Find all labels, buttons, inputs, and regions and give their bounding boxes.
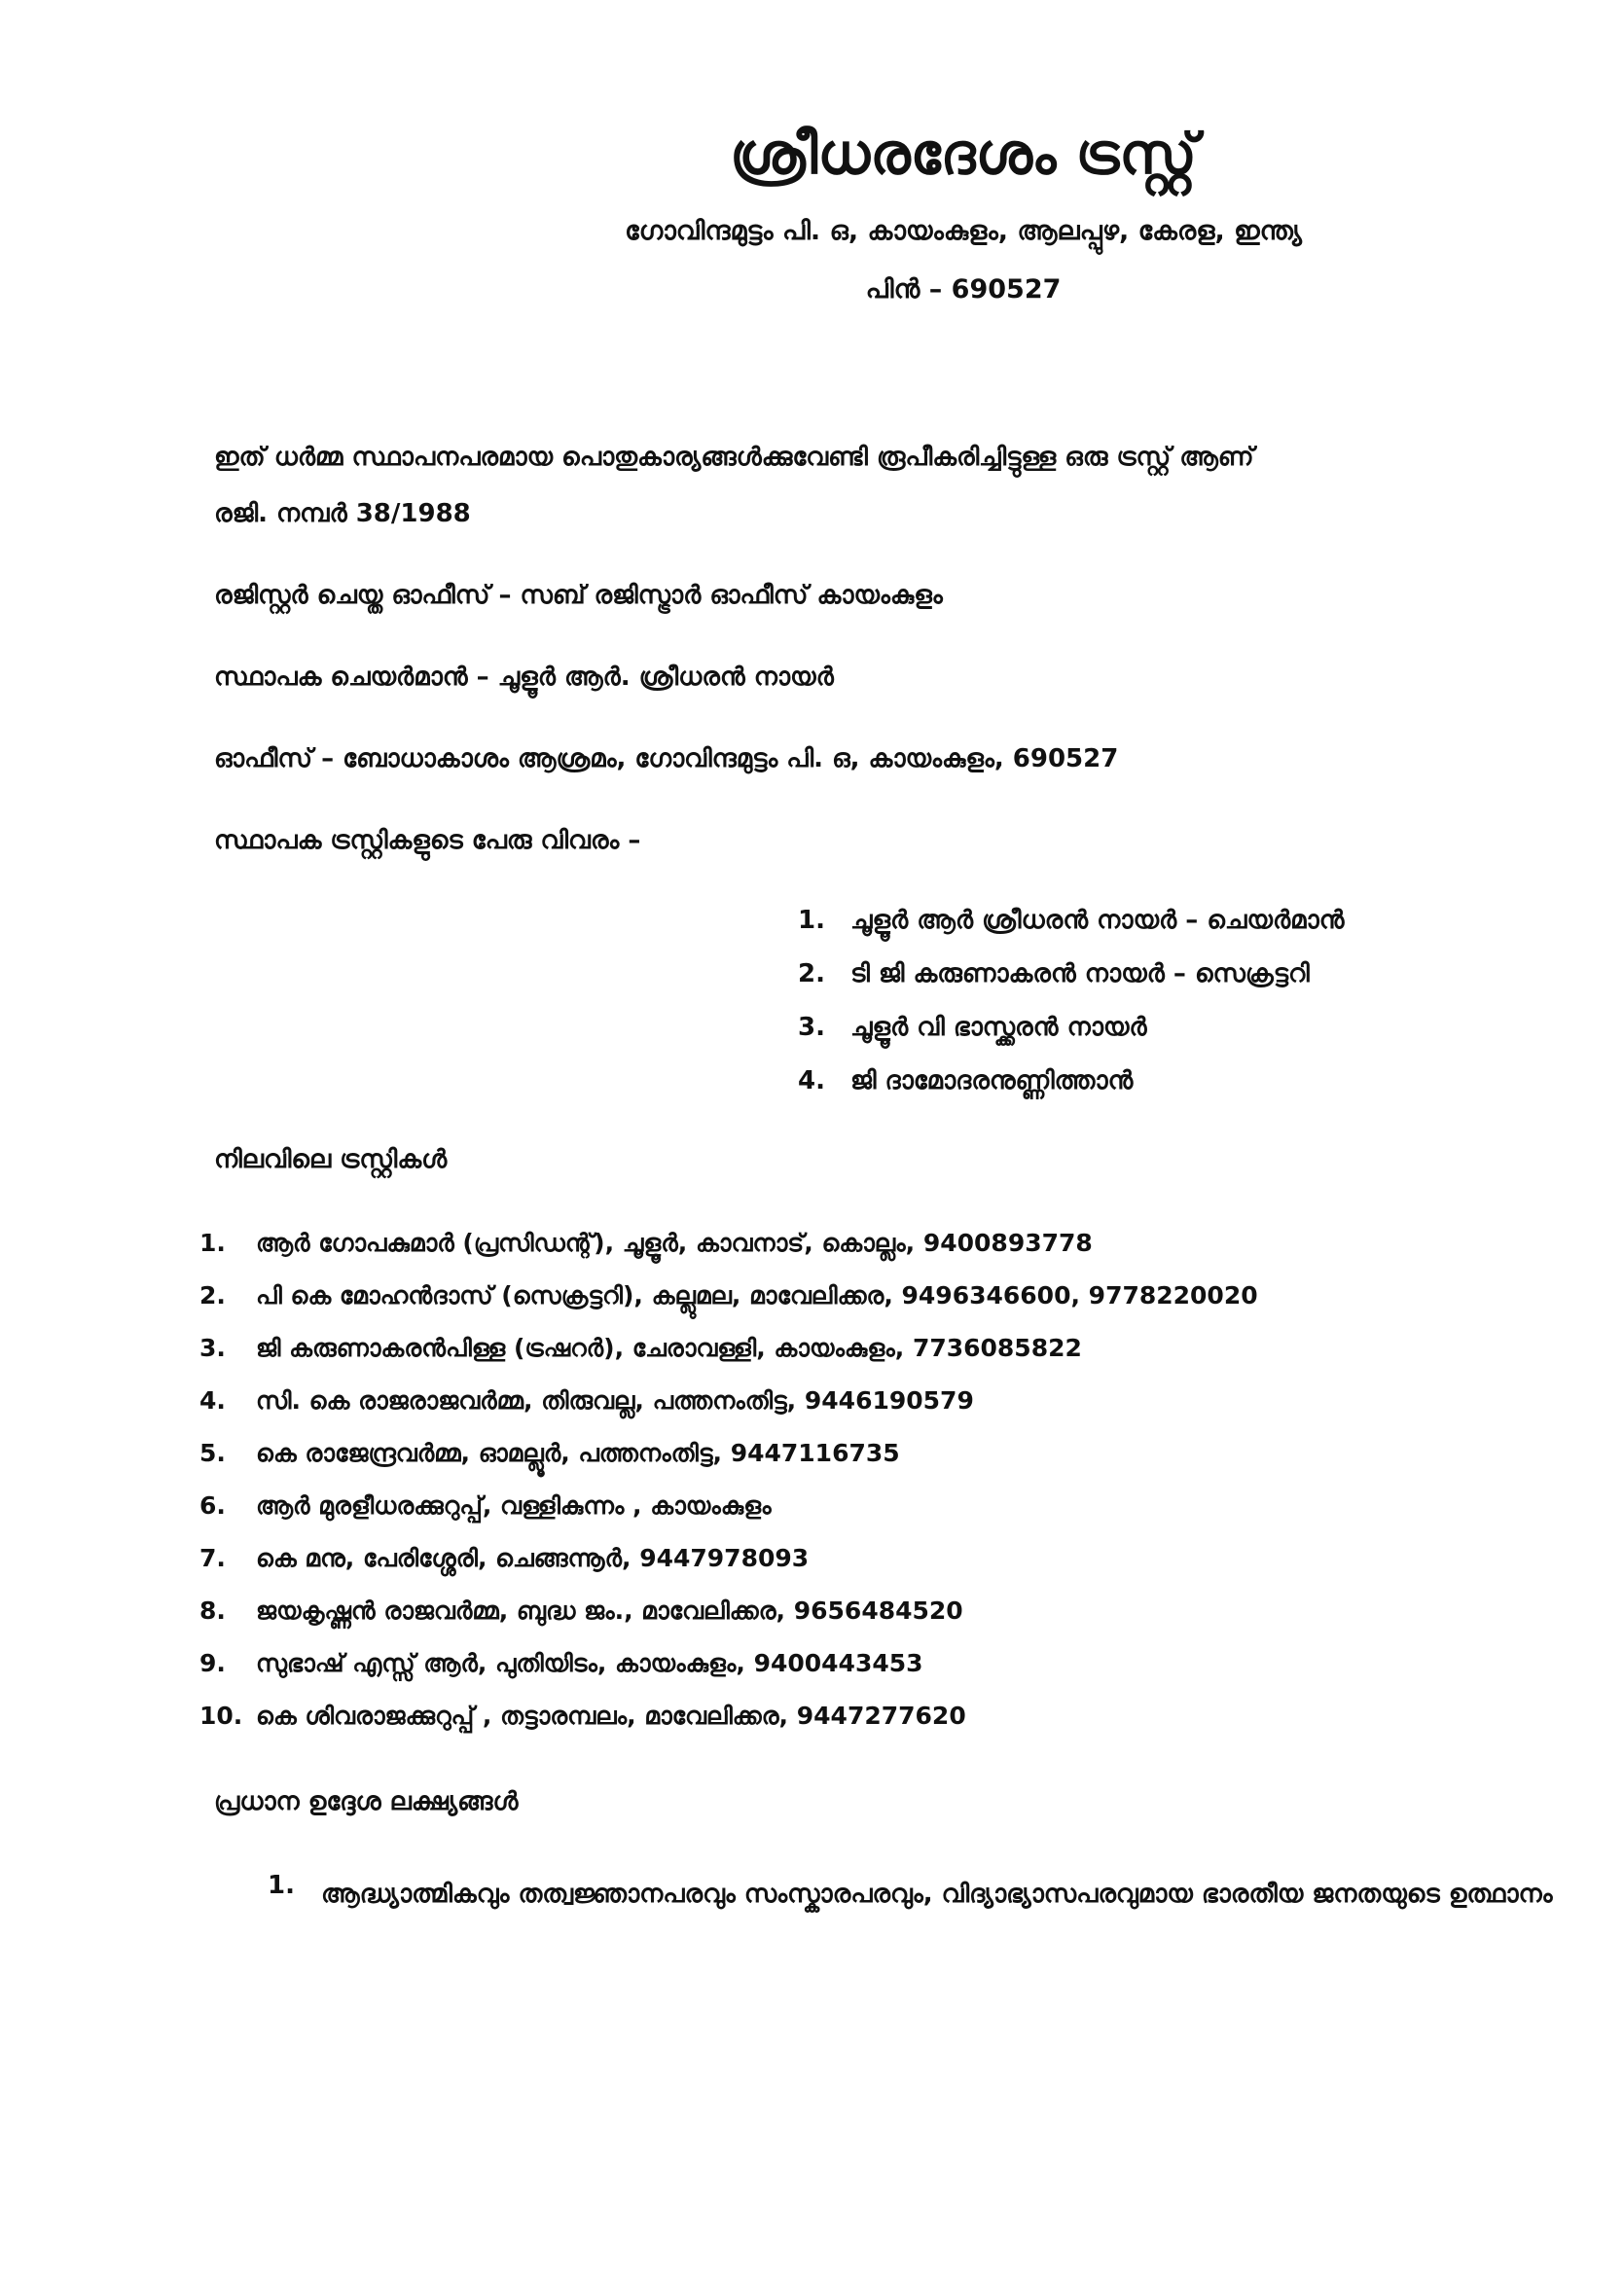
registration-number: രജി. നമ്പർ 38/1988 — [214, 499, 471, 528]
document-title: ശ്രീധരദേശം ട്രസ്റ്റ് — [730, 121, 1197, 187]
current-trustees-heading: നിലവിലെ ട്രസ്റ്റികൾ — [214, 1145, 448, 1174]
trustee-entry: ആർ ഗോപകുമാർ (പ്രസിഡന്റ്), ചൂളൂർ, കാവനാട്, കൊല്ലം, 9400893778 — [256, 1229, 1093, 1257]
trust-description: ഇത് ധർമ്മ സ്ഥാപനപരമായ പൊതുകാര്യങ്ങൾക്കുവേണ്ടി രൂപീകരിച്ചിട്ടുള്ള ഒരു ട്രസ്റ്റ് ആണ് — [214, 443, 1254, 472]
objective-number: 1. — [268, 1871, 295, 1900]
founder-name: ജി ദാമോദരനുണ്ണിത്താൻ — [850, 1066, 1134, 1095]
list-number: 3. — [798, 1013, 825, 1042]
list-item — [199, 1539, 1258, 1592]
trustee-entry: കെ മനു, പേരിശ്ശേരി, ചെങ്ങന്നൂർ, 9447978093 — [256, 1544, 810, 1572]
list-number: 5. — [199, 1439, 226, 1467]
trustee-entry: കെ ശിവരാജക്കുറുപ്പ് , തട്ടാരമ്പലം, മാവേലിക്കര, 9447277620 — [256, 1702, 966, 1730]
list-item — [199, 1487, 1258, 1539]
office-address: ഓഫീസ് – ബോധാകാശം ആശ്രമം, ഗോവിന്ദമുട്ടം പി. ഒ, കായംകുളം, 690527 — [214, 744, 1119, 773]
list-item — [199, 1329, 1258, 1381]
founder-name: ചൂളൂർ വി ഭാസ്ക്കരൻ നായർ — [850, 1013, 1147, 1042]
registered-office: രജിസ്റ്റർ ചെയ്ത ഓഫീസ് – സബ് രജിസ്ട്രാർ ഓഫീസ് കായംകുളം — [214, 581, 943, 610]
founder-trustees-list — [798, 901, 1345, 1115]
list-item — [798, 1061, 1345, 1115]
trustee-entry: പി കെ മോഹൻദാസ് (സെക്രട്ടറി), കല്ലുമല, മാവേലിക്കര, 9496346600, 9778220020 — [256, 1281, 1258, 1309]
list-number: 2. — [199, 1281, 226, 1309]
founders-heading: സ്ഥാപക ട്രസ്റ്റികളുടെ പേരു വിവരം – — [214, 826, 641, 855]
list-number: 4. — [199, 1386, 226, 1415]
list-number: 7. — [199, 1544, 226, 1572]
trustee-entry: സുഭാഷ് എസ്സ് ആർ, പുതിയിടം, കായംകുളം, 9400443453 — [256, 1649, 923, 1677]
list-item — [199, 1224, 1258, 1276]
current-trustees-list — [199, 1224, 1258, 1749]
objectives-heading: പ്രധാന ഉദ്ദേശ ലക്ഷ്യങ്ങൾ — [214, 1787, 519, 1816]
list-number: 1. — [199, 1229, 226, 1257]
list-item — [199, 1697, 1258, 1749]
list-item — [798, 1008, 1345, 1061]
founder-name: ടി ജി കരുണാകരൻ നായർ – സെക്രട്ടറി — [850, 959, 1310, 988]
trustee-entry: ജി കരുണാകരൻപിള്ള (ട്രഷറർ), ചേരാവള്ളി, കായംകുളം, 7736085822 — [256, 1334, 1082, 1362]
list-number: 10. — [199, 1702, 243, 1730]
list-item — [199, 1276, 1258, 1329]
list-number: 1. — [798, 906, 825, 935]
trustee-entry: കെ രാജേന്ദ്രവർമ്മ, ഓമല്ലൂർ, പത്തനംതിട്ട, 9447116735 — [256, 1439, 900, 1467]
list-number: 8. — [199, 1596, 226, 1625]
list-item — [199, 1592, 1258, 1644]
list-number: 3. — [199, 1334, 226, 1362]
trustee-entry: സി. കെ രാജരാജവർമ്മ, തിരുവല്ല, പത്തനംതിട്ട, 9446190579 — [256, 1386, 974, 1415]
list-item — [199, 1434, 1258, 1487]
list-number: 4. — [798, 1066, 825, 1095]
objective-text: ആദ്ധ്യാത്മികവും തത്വജ്ഞാനപരവും സംസ്കാരപരവും, വിദ്യാഭ്യാസപരവുമായ ഭാരതീയ ജനതയുടെ ഉത്ഥാനം — [321, 1880, 1553, 1909]
trustee-entry: ആർ മുരളീധരക്കുറുപ്പ്, വള്ളികുന്നം , കായംകുളം — [256, 1491, 772, 1520]
trustee-entry: ജയകൃഷ്ണൻ രാജവർമ്മ, ബുദ്ധ ജം., മാവേലിക്കര, 9656484520 — [256, 1596, 963, 1625]
founder-chairman: സ്ഥാപക ചെയർമാൻ – ചൂളൂർ ആർ. ശ്രീധരൻ നായർ — [214, 663, 834, 692]
list-number: 2. — [798, 959, 825, 988]
list-number: 9. — [199, 1649, 226, 1677]
list-item — [798, 901, 1345, 954]
list-item — [199, 1644, 1258, 1697]
pin-code: പിൻ – 690527 — [865, 274, 1062, 305]
list-item — [199, 1381, 1258, 1434]
founder-name: ചൂളൂർ ആർ ശ്രീധരൻ നായർ – ചെയർമാൻ — [850, 906, 1345, 935]
list-item — [798, 954, 1345, 1008]
list-number: 6. — [199, 1491, 226, 1520]
trust-address: ഗോവിന്ദമുട്ടം പി. ഒ, കായംകുളം, ആലപ്പുഴ, കേരള, ഇന്ത്യ — [625, 216, 1302, 246]
